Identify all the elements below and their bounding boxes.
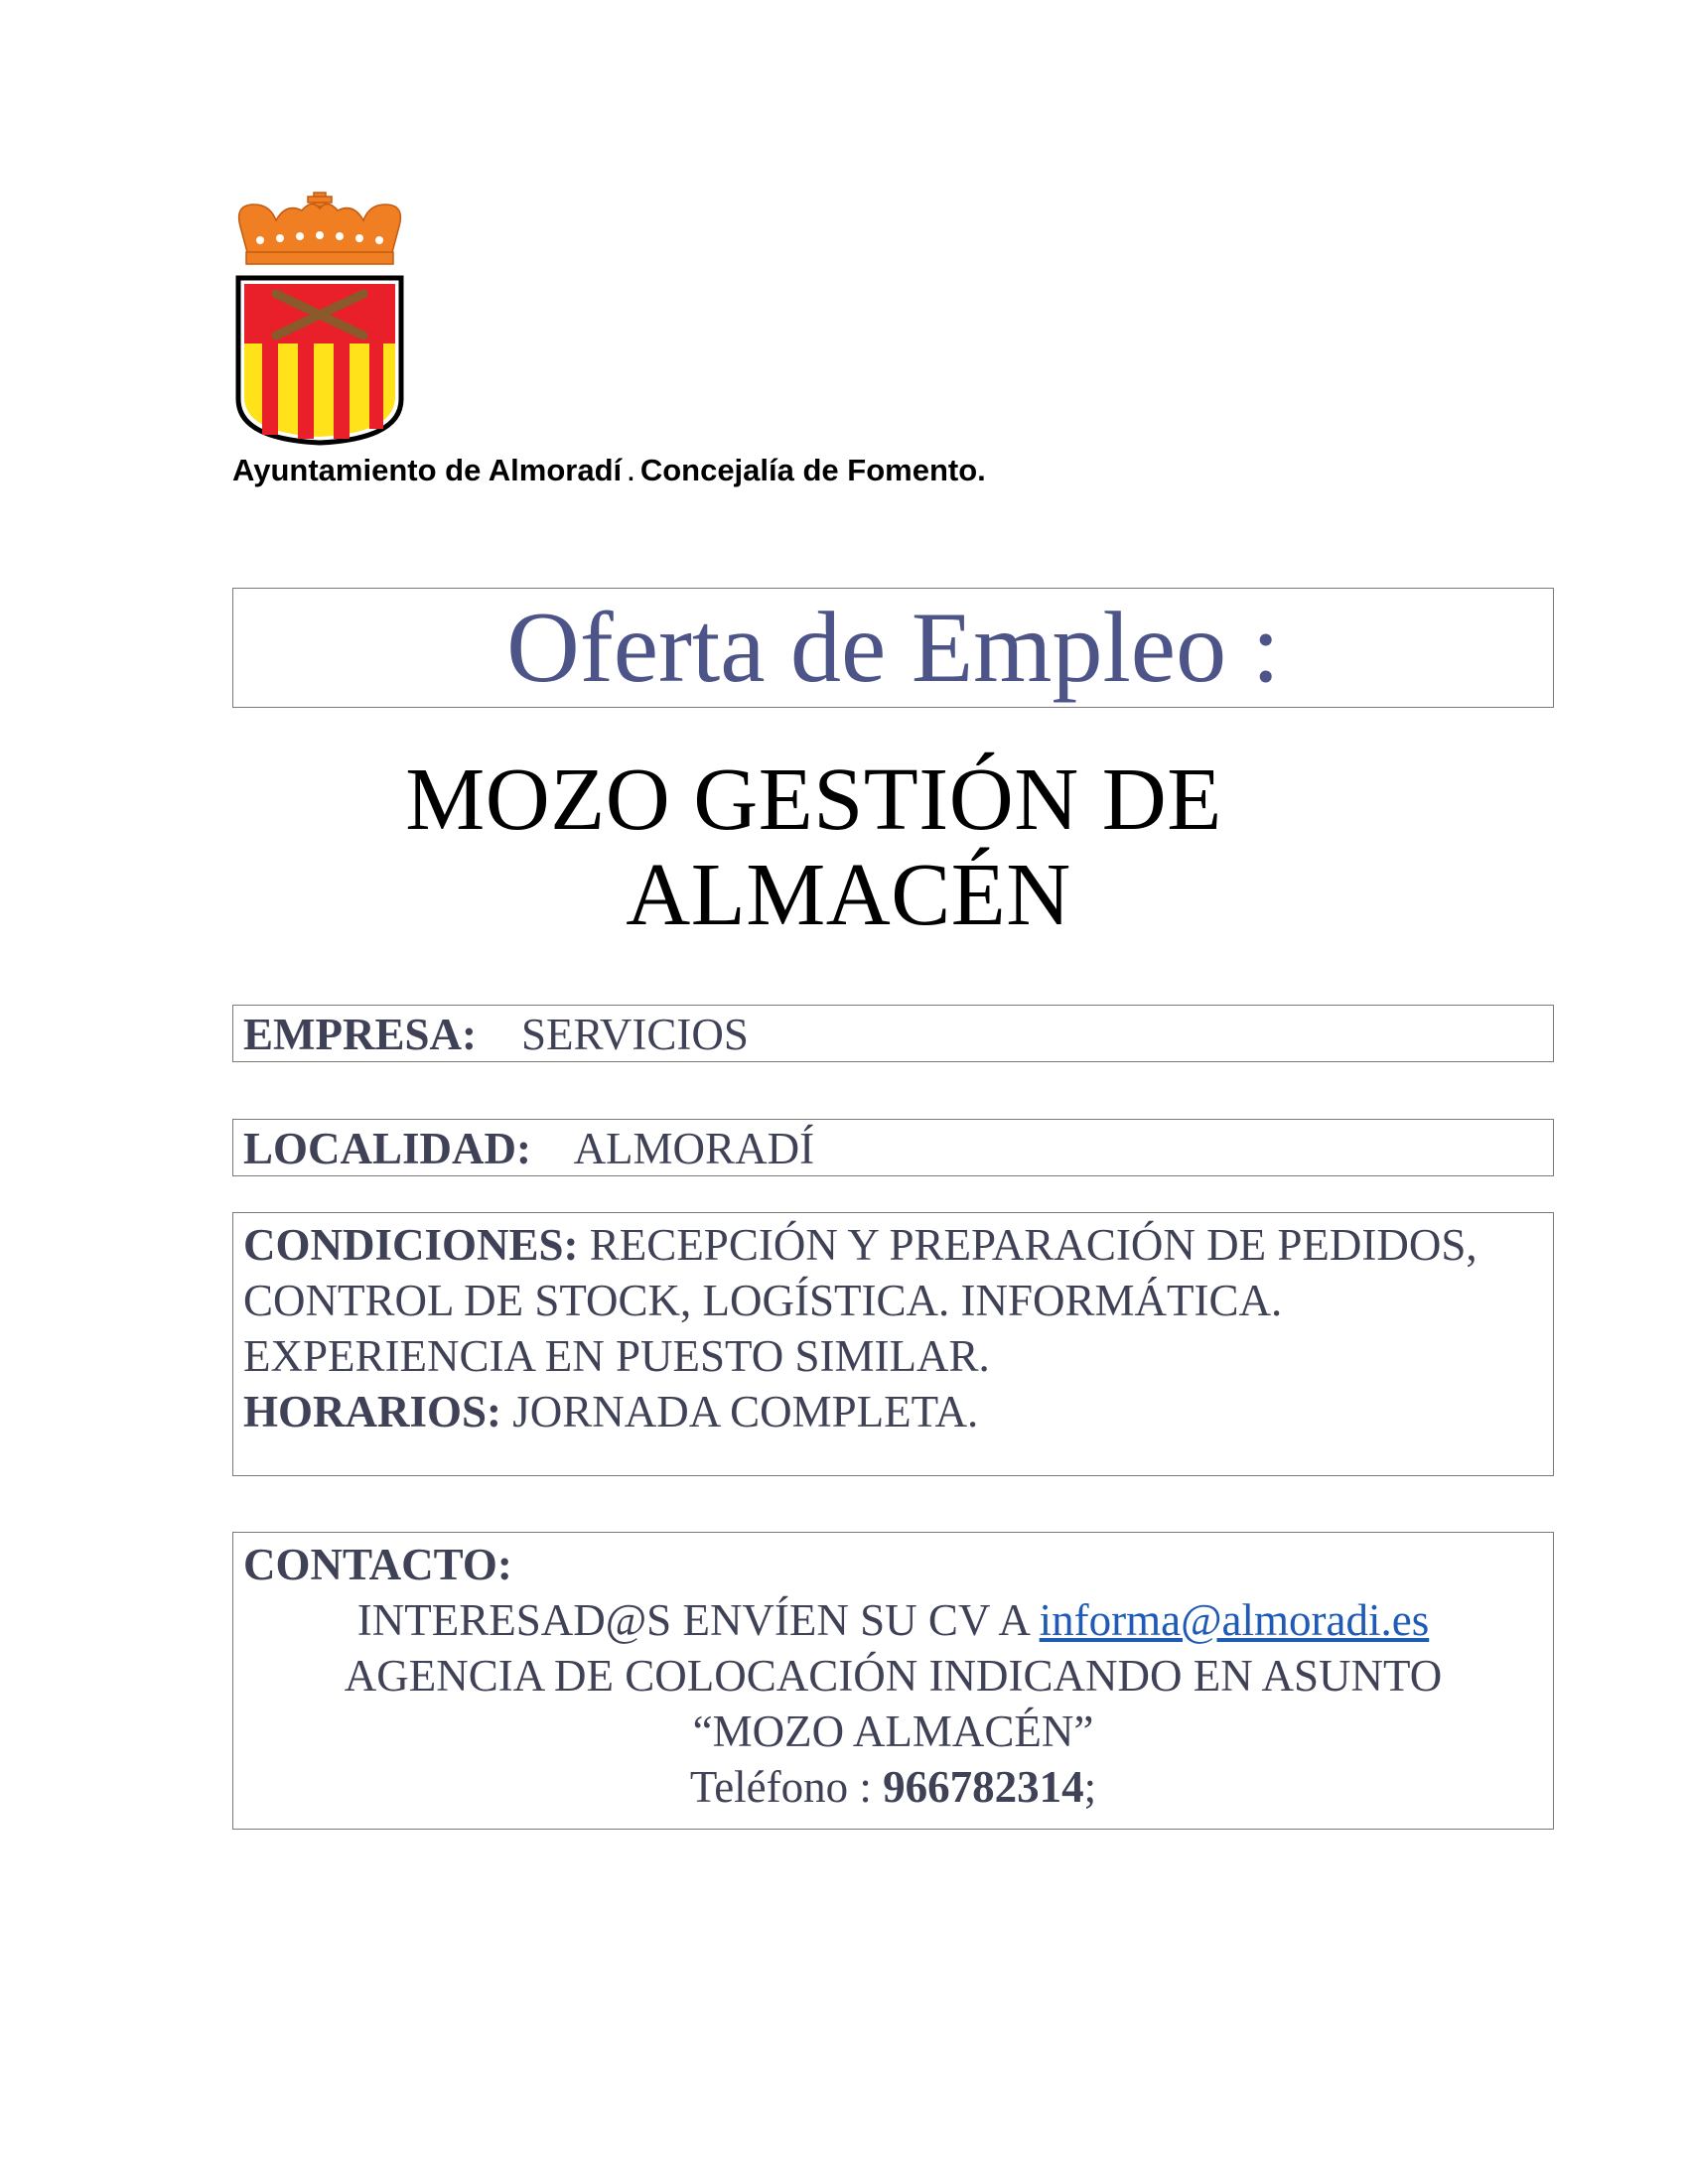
phone-suffix: ; [1083, 1762, 1097, 1812]
condiciones-text: RECEPCIÓN Y PREPARACIÓN DE PEDIDOS, CONTROL DE STOCK, LOGÍSTICA. INFORMÁTICA. EXPERIENCIA EN PUESTO SIMILAR. [243, 1220, 1477, 1381]
department-name: Concejalía de Fomento. [639, 453, 986, 487]
header-line [232, 453, 986, 488]
horarios-value: JORNADA COMPLETA. [512, 1387, 979, 1436]
localidad-box [232, 1119, 1554, 1176]
condiciones-label: CONDICIONES: [243, 1220, 579, 1270]
page-title: Oferta de Empleo : [506, 592, 1280, 704]
title-box [232, 588, 1554, 708]
empresa-value: SERVICIOS [521, 1010, 749, 1059]
coat-of-arms-icon [230, 191, 409, 447]
job-title [232, 752, 1554, 944]
empresa-label: EMPRESA: [243, 1010, 477, 1059]
localidad-label: LOCALIDAD: [243, 1124, 532, 1173]
email-link[interactable]: informa@almoradi.es [1039, 1595, 1430, 1645]
phone-line [243, 1759, 1543, 1815]
job-title-line-1: MOZO GESTIÓN DE [405, 751, 1222, 849]
localidad-value: ALMORADÍ [573, 1124, 815, 1173]
condiciones-box [232, 1212, 1554, 1476]
job-title-line-2: ALMACÉN [626, 846, 1071, 945]
contacto-box [232, 1532, 1554, 1830]
contacto-line-3: “MOZO ALMACÉN” [692, 1706, 1094, 1756]
phone-label: Teléfono : [689, 1762, 872, 1812]
horarios-label: HORARIOS: [243, 1387, 502, 1436]
header-separator: . [628, 460, 634, 486]
contacto-line-1-text: INTERESAD@S ENVÍEN SU CV A [356, 1595, 1029, 1645]
empresa-box [232, 1005, 1554, 1062]
contacto-line-2: AGENCIA DE COLOCACIÓN INDICANDO EN ASUNTO [344, 1651, 1443, 1701]
organization-name: Ayuntamiento de Almoradí [232, 453, 623, 487]
contacto-line-1 [243, 1592, 1543, 1648]
contacto-label: CONTACTO: [243, 1540, 512, 1589]
phone-number: 966782314 [883, 1762, 1084, 1812]
